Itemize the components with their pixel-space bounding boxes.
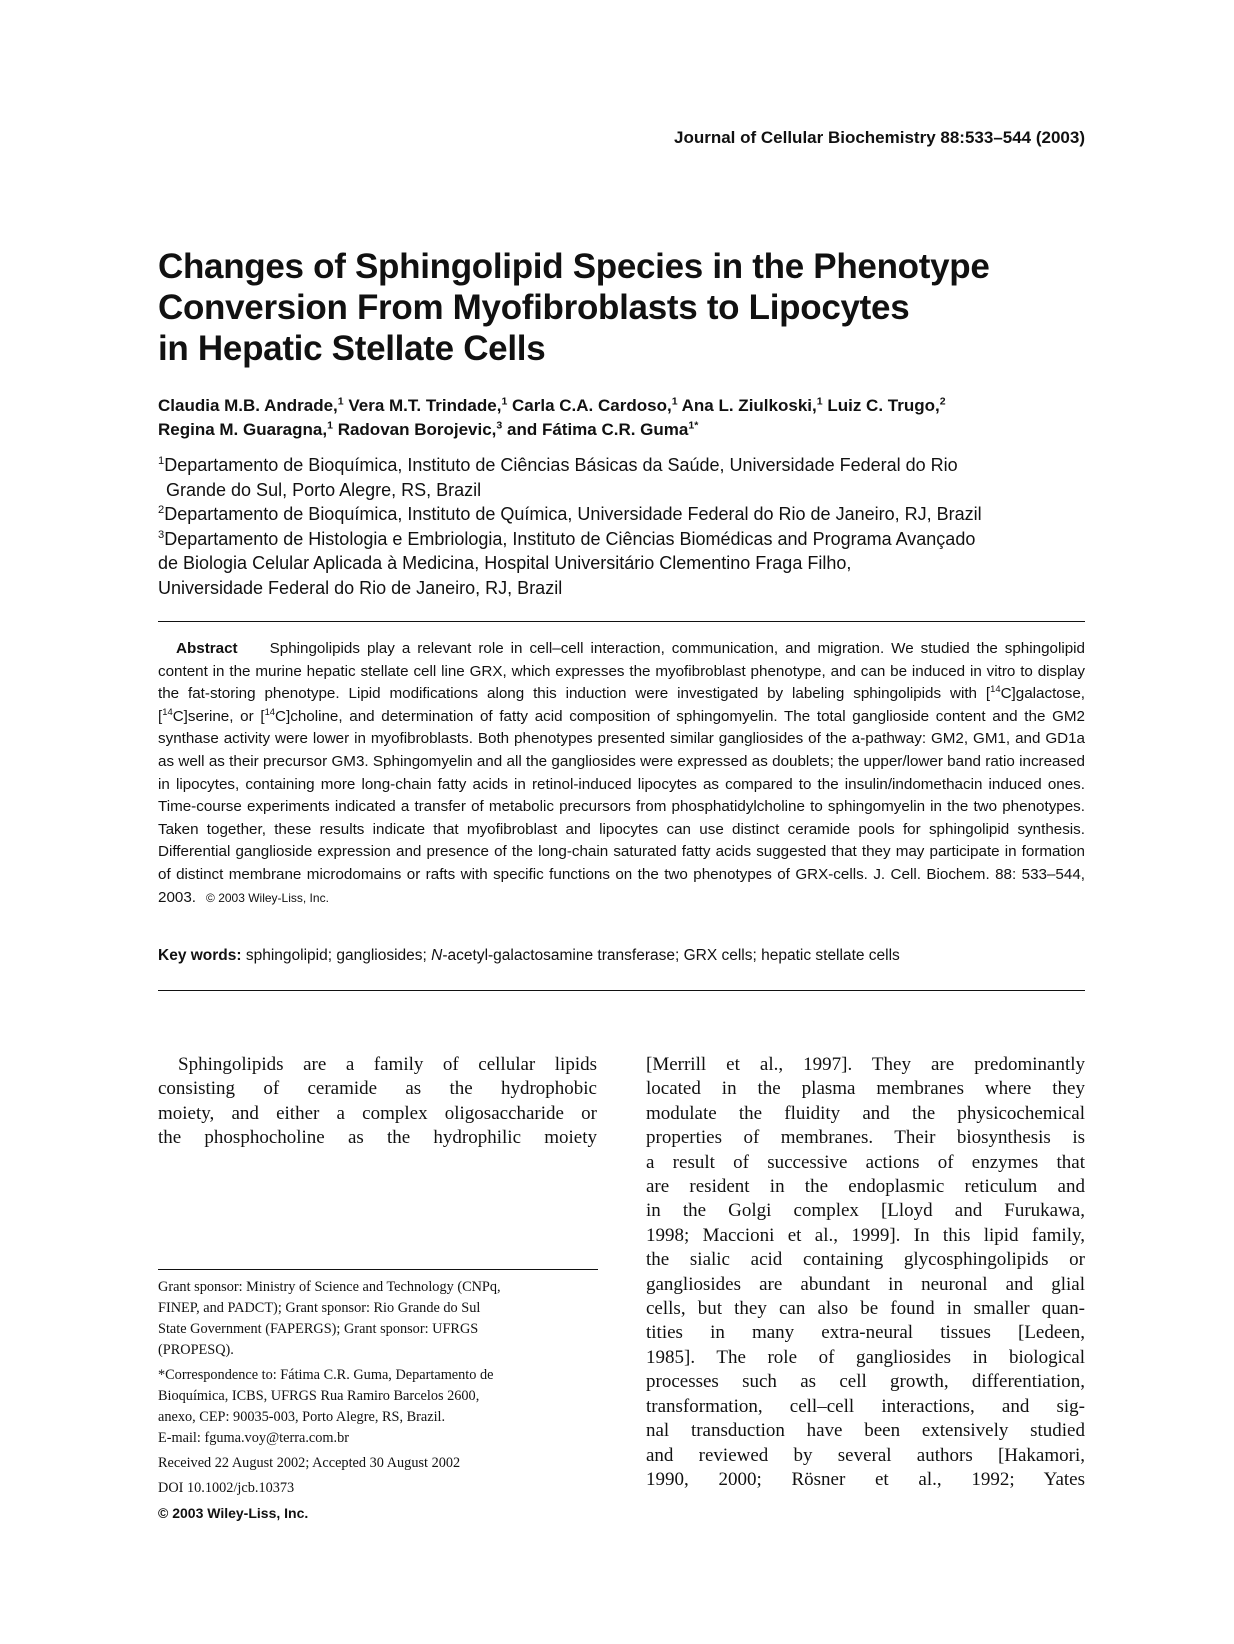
author-affil-sup: 1 bbox=[671, 395, 678, 408]
body-line: tities in many extra-neural tissues [Ledeen, bbox=[646, 1322, 1085, 1344]
body-left-column bbox=[158, 1053, 597, 1151]
body-line: moiety, and either a complex oligosaccharide or bbox=[158, 1102, 597, 1124]
journal-citation: Journal of Cellular Biochemistry 88:533–544 (2003) bbox=[673, 128, 1085, 147]
author-affil-sup: 1 bbox=[501, 395, 508, 408]
footnote-line: *Correspondence to: Fátima C.R. Guma, Departamento de bbox=[158, 1367, 494, 1383]
keywords-italic: N bbox=[431, 947, 443, 964]
isotope-sup: 14 bbox=[264, 705, 276, 717]
author: Ana L. Ziulkoski, bbox=[681, 396, 817, 415]
title-line: Conversion From Myofibroblasts to Lipocytes bbox=[158, 288, 910, 327]
keywords-text: -acetyl-galactosamine transferase; GRX cells; hepatic stellate cells bbox=[442, 947, 900, 964]
author-affil-sup: 1 bbox=[327, 419, 333, 432]
isotope-sup: 14 bbox=[990, 683, 1001, 695]
body-line: 1998; Maccioni et al., 1999]. In this lipid family, bbox=[646, 1224, 1085, 1246]
affiliation-text: Departamento de Bioquímica, Instituto de Química, Universidade Federal do Rio de Janeiro, RJ, Brazil bbox=[164, 504, 982, 524]
title-line: in Hepatic Stellate Cells bbox=[158, 329, 546, 368]
abstract-text: C]serine, or [ bbox=[172, 707, 265, 725]
grant-footnote bbox=[158, 1277, 598, 1361]
affiliation-2 bbox=[158, 502, 1098, 527]
body-line: Sphingolipids are a family of cellular lipids bbox=[178, 1054, 597, 1075]
body-line: modulate the fluidity and the physicochemical bbox=[646, 1102, 1085, 1124]
body-line: in the Golgi complex [Lloyd and Furukawa, bbox=[646, 1200, 1085, 1222]
author-line bbox=[158, 394, 1098, 418]
body-line: processes such as cell growth, differentiation, bbox=[646, 1371, 1085, 1393]
author: and Fátima C.R. Guma bbox=[507, 420, 689, 439]
author: Carla C.A. Cardoso, bbox=[512, 396, 672, 415]
affiliation-text: Departamento de Histologia e Embriologia, Instituto de Ciências Biomédicas and Programa Avançado bbox=[164, 528, 976, 549]
author-affil-sup: 2 bbox=[939, 395, 946, 408]
footnote-line: E-mail: fguma.voy@terra.com.br bbox=[158, 1430, 350, 1446]
abstract-copyright: © 2003 Wiley-Liss, Inc. bbox=[206, 890, 329, 905]
received-date: Received 22 August 2002; Accepted 30 August 2002 bbox=[158, 1455, 461, 1471]
body-line: consisting of ceramide as the hydrophobic bbox=[158, 1078, 597, 1100]
body-line: [Merrill et al., 1997]. They are predominantly bbox=[646, 1054, 1085, 1075]
abstract-bottom-rule bbox=[158, 990, 1085, 991]
abstract bbox=[158, 638, 1085, 909]
author: Claudia M.B. Andrade, bbox=[158, 396, 338, 415]
affiliation-number: 2 bbox=[158, 504, 165, 516]
body-line: properties of membranes. Their biosynthesis is bbox=[646, 1127, 1085, 1149]
affiliation-3 bbox=[158, 527, 1098, 552]
affiliation-number: 3 bbox=[158, 528, 165, 541]
affiliation-1 bbox=[158, 453, 1098, 478]
author-affil-sup: 1 bbox=[816, 395, 823, 408]
footnotes bbox=[158, 1277, 598, 1528]
body-line: gangliosides are abundant in neuronal and glial bbox=[646, 1273, 1085, 1295]
affiliation-3-cont: de Biologia Celular Aplicada à Medicina, Hospital Universitário Clementino Fraga Filho, bbox=[158, 553, 852, 573]
author: Regina M. Guaragna, bbox=[158, 420, 328, 439]
author-affil-sup: 3 bbox=[496, 419, 503, 432]
author-affil-sup: 1 bbox=[337, 395, 344, 408]
author: Vera M.T. Trindade, bbox=[348, 396, 502, 415]
abstract-heading: Abstract bbox=[176, 640, 238, 657]
author-line bbox=[158, 418, 1098, 442]
affiliation-text: Departamento de Bioquímica, Instituto de Ciências Básicas da Saúde, Universidade Federal do Rio bbox=[164, 455, 958, 475]
body-line: are resident in the endoplasmic reticulum and bbox=[646, 1176, 1085, 1198]
affiliation-3-cont: Universidade Federal do Rio de Janeiro, RJ, Brazil bbox=[158, 577, 563, 598]
body-line: 1990, 2000; Rösner et al., 1992; Yates bbox=[646, 1468, 1085, 1490]
author-affil-sup: 1* bbox=[688, 419, 699, 432]
footnote-line: FINEP, and PADCT); Grant sponsor: Rio Grande do Sul bbox=[158, 1300, 481, 1316]
affiliations bbox=[158, 453, 1098, 600]
abstract-text: Sphingolipids play a relevant role in cell–cell interaction, communication, and migration. We studied the sphingolipid content in the murine hepatic stellate cell line GRX, which expresses the myofibroblast phenotype, and can be induced in vitro to display the fat-storing phenotype. Lipid modifications along this induction were investigated by labeling sphingolipids with [ bbox=[158, 640, 1085, 703]
title-line: Changes of Sphingolipid Species in the Phenotype bbox=[158, 247, 990, 286]
body-right-column bbox=[646, 1053, 1085, 1492]
body-line: 1985]. The role of gangliosides in biological bbox=[646, 1346, 1085, 1368]
footnote-line: (PROPESQ). bbox=[158, 1342, 234, 1358]
body-line: the phosphocholine as the hydrophilic moiety bbox=[158, 1127, 597, 1149]
doi: DOI 10.1002/jcb.10373 bbox=[158, 1480, 295, 1496]
footnote-line: anexo, CEP: 90035-003, Porto Alegre, RS, Brazil. bbox=[158, 1409, 446, 1425]
abstract-text: C]choline, and determination of fatty acid composition of sphingomyelin. The total ganglioside content and the GM2 synthase activity were lower in myofibroblasts. Both phenotypes presented similar gangliosides of the a-pathway: GM2, GM1, and GD1a as well as their precursor GM3. Sphingomyelin and all the gangliosides were expressed as doublets; the upper/lower band ratio increased in lipocytes, containing more long-chain fatty acids in retinol-induced lipocytes as compared to the insulin/indomethacin induced ones. Time-course experiments indicated a transfer of metabolic precursors from phosphatidylcholine to sphingomyelin in the two phenotypes. Taken together, these results indicate that myofibroblast and lipocytes can use distinct ceramide pools for sphingolipid synthesis. Differential ganglioside expression and presence of the long-chain saturated fatty acids suggested that they may participate in formation of distinct membrane microdomains or rafts with specific functions on the two phenotypes of GRX-cells. J. Cell. Biochem. 88: 533–544, 2003. bbox=[158, 707, 1085, 906]
body-line: located in the plasma membranes where they bbox=[646, 1078, 1085, 1100]
body-line: the sialic acid containing glycosphingolipids or bbox=[646, 1249, 1085, 1271]
keywords-label: Key words: bbox=[158, 947, 242, 964]
abstract-text: C]galactose, [ bbox=[158, 685, 1085, 725]
footnote-line: Bioquímica, ICBS, UFRGS Rua Ramiro Barcelos 2600, bbox=[158, 1388, 480, 1404]
body-line: cells, but they can also be found in smaller quan- bbox=[646, 1298, 1085, 1320]
keywords bbox=[158, 947, 1085, 965]
isotope-sup: 14 bbox=[162, 705, 173, 717]
author-list bbox=[158, 394, 1098, 442]
author: Luiz C. Trugo, bbox=[827, 396, 940, 415]
body-line: a result of successive actions of enzymes that bbox=[646, 1151, 1085, 1173]
abstract-top-rule bbox=[158, 621, 1085, 622]
copyright-notice: © 2003 Wiley-Liss, Inc. bbox=[158, 1505, 309, 1521]
footnote-line: State Government (FAPERGS); Grant sponsor: UFRGS bbox=[158, 1321, 479, 1337]
body-line: nal transduction have been extensively studied bbox=[646, 1420, 1085, 1442]
keywords-text: sphingolipid; gangliosides; bbox=[245, 947, 427, 964]
affiliation-1-cont: Grande do Sul, Porto Alegre, RS, Brazil bbox=[166, 479, 482, 500]
author: Radovan Borojevic, bbox=[337, 420, 497, 439]
body-line: transformation, cell–cell interactions, and sig- bbox=[646, 1395, 1085, 1417]
article-title bbox=[158, 246, 1098, 369]
affiliation-number: 1 bbox=[158, 455, 165, 467]
footnote-rule bbox=[158, 1269, 598, 1270]
body-line: and reviewed by several authors [Hakamori, bbox=[646, 1444, 1085, 1466]
correspondence-footnote bbox=[158, 1365, 598, 1449]
footnote-line: Grant sponsor: Ministry of Science and Technology (CNPq, bbox=[158, 1279, 501, 1295]
